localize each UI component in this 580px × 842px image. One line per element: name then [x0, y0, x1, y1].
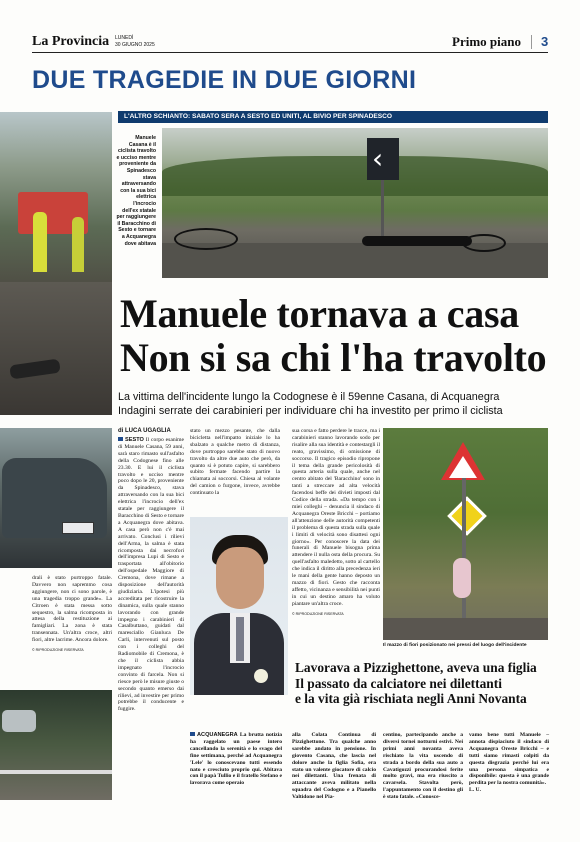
tree-line — [162, 156, 548, 196]
rescuer-figure — [72, 217, 84, 272]
article-continuation — [32, 575, 112, 654]
secondary-headline — [295, 660, 555, 707]
deck-line1: La vittima dell'incidente lungo la Codognese è il 59enne Casana, di Acquanegra — [118, 391, 500, 403]
sidebar-column-2 — [292, 732, 376, 801]
boutonniere-flower — [254, 669, 268, 683]
priority-sign — [447, 496, 487, 536]
section-divider — [531, 35, 532, 49]
article-dateline-marker — [118, 437, 123, 441]
masthead — [0, 0, 580, 60]
subbanner-text: L'ALTRO SCHIANTO: SABATO SERA A SESTO ED UNITI, AL BIVIO PER SPINADESCO — [124, 113, 393, 120]
section-name: Primo piano — [452, 34, 521, 49]
photo-caption-top: Manuele Casana è il ciclista travolto e ucciso mentre proveniente da Spinadesco stava attraversando con la sua bici elettrica l'incrocio dell'ex statale per raggiungere il Baracchino di Sesto e tornare a Acquanegra dove abitava — [116, 135, 156, 247]
article-column-1 — [118, 437, 184, 713]
victim-portrait — [190, 517, 288, 695]
sidebar-column-3 — [383, 732, 463, 801]
car-plate — [62, 522, 94, 534]
sidebar-col4-text: vamo bene tutti Manuele – annota dispiaciuto il sindaco di Acquanegra Oreste Bricchi – e tutti siamo rimasti colpiti da questa disgrazia perché lui era una persona simpatica e disponibile: questa è una grande perdita per la nostra comunità». — [469, 732, 549, 787]
tie — [236, 617, 244, 661]
sidebar-col1-text: La brutta notizia ha raggelato un paese intero cancellando la serenità e lo svago del fine settimana, perché ad Acquanegra 'Lele' lo conoscevano tutti essendo nato e cresciuto proprio qui. Abitava con il papà Tullio e il fratello Stefano e lavorava come operaio — [190, 732, 282, 787]
issue-day: LUNEDÌ — [115, 35, 134, 41]
deck-line2: Indagini serrate dei carabinieri per individuare chi ha investito per primo il ciclista — [118, 405, 503, 417]
secondary-headline-line3: e la vita già rischiata negli Anni Novanta — [295, 691, 527, 706]
secondary-headline-line2: Il passato da calciatore nei dilettanti — [295, 675, 502, 691]
rescue-scene-photo — [0, 112, 112, 415]
subbanner-bar — [118, 111, 548, 123]
accident-scene-photo — [162, 128, 548, 278]
flower-bouquet — [453, 558, 471, 598]
warning-sign-inner — [449, 456, 477, 478]
byline: di LUCA UGAGLIA — [118, 428, 171, 434]
face-shape — [216, 547, 264, 609]
roadside-photo — [0, 690, 112, 800]
article-column-2 — [190, 428, 280, 497]
sidebar-col3-text: centino, partecipando anche a diversi tornei notturni estivi. Nei primi anni novanta aveva rischiato la vita uscendo di strada a bordo della sua auto a Cavatigozzi procurandosi ferite molto gravi, ma era riuscito a cavarsela. Stavolta però, l'appuntamento con il destino gli è stato fatale. «Conosce- — [383, 732, 463, 801]
article-col3-text: sua corsa e fatto perdere le tracce, ma i carabinieri stanno lavorando sodo per risalire alla sua identità e contestargli il reato, gravissimo, di omissione di soccorso. Il tragico episodio ripropone il tema della grande pericolosità di questa arteria sulla quale, anche nel centro abitato del 'Baracchino' sono in tanti a streccare ad alta velocità facendosi beffe dei divieti imposti dal Codice della strada. «Da tempo con i miei colleghi – denuncia il sindaco di Acquanegra Oreste Bricchi – portiamo all'attenzione delle autorità competenti il problema di questa strada sulla quale i limiti di velocità sono disattesi ogni giorno». Per conoscere la data dei funerali di Manuele bisogna prima attendere il nulla osta della procura. Su quell'asfalto maledetto, sotto al cartello che indica il diritto alla precedenza ieri le mani della gente hanno deposto un mazzo di fiori. Gesto che racconta affetto, vicinanza e sensibilità nei punti in cui un destino amaro ha voluto piantare un'altra croce. — [292, 428, 380, 607]
sidebar-column-4 — [469, 732, 549, 794]
main-headline-line2: Non si sa chi l'ha travolto — [120, 335, 547, 380]
road-surface — [0, 282, 112, 415]
photo-caption-flowers: Il mazzo di fiori posizionato nei pressi del luogo dell'incidente — [383, 643, 527, 648]
bicycle-wreck — [462, 234, 506, 252]
article-column-3 — [292, 428, 380, 617]
article-col2-text: stato un mezzo pesante, che dalla bicicletta nell'impatto iniziale lo ha sbalzato a qualche metro di distanza, dove purtroppo sarebbe stato di nuovo travolto da altre due auto che però, da quanto si è potuto capire, si sarebbero subito fermate facendo partire la chiamata ai soccorsi. Chiesa al volante del camion o furgone, invece, avrebbe continuato la — [190, 428, 280, 497]
article-left-text: drali è stato purtroppo fatale. Davvero non sapremmo cosa aggiungere, non ci sono parole, è una tragedia troppo grande». La Citroen è stata messa sotto sequestro, la salma ricomposta in attesa della restituzione ai famigliari. La zona è stata transennata. Un'altra croce, altri fiori, altre lacrime. Ancora dolore. — [32, 575, 112, 644]
sidebar-dateline-marker — [190, 732, 195, 736]
bicycle-wreck — [362, 236, 472, 246]
page-banner: DUE TRAGEDIE IN DUE GIORNI — [32, 66, 417, 94]
sidebar-signature: L. U. — [469, 787, 481, 794]
sign-pole — [462, 478, 466, 628]
rescuer-figure — [33, 212, 47, 272]
flowers-memorial-photo — [383, 428, 548, 640]
sign-pole — [381, 180, 384, 236]
sidebar-dateline: ACQUANEGRA — [197, 732, 238, 738]
newspaper-logo: La Provincia — [32, 34, 110, 49]
issue-date: 30 GIUGNO 2025 — [115, 42, 155, 48]
crashed-car-photo — [0, 428, 112, 568]
rights-notice: © RIPRODUZIONE RISERVATA — [32, 648, 84, 653]
secondary-headline-line1: Lavorava a Pizzighettone, aveva una figlia — [295, 660, 537, 675]
car-shape — [2, 710, 36, 732]
sidebar-col2-text: alla Colata Continua di Pizzighettone. Tra qualche anno sarebbe andato in pensione. In giovento Casana, che lascia nel dolore anche la figlia Sofia, era stato un valente giocatore di calcio nei dilettanti. Una frenata di attaccante aveva militato nella squadra del Codogno e a Pianello Valtidone nel Pia- — [292, 732, 376, 801]
masthead-rule — [32, 52, 548, 53]
article-col1-text: Il corpo esanime di Manuele Casana, 59 anni, sarà staro rimasto sull'asfalto della Codognese fino alle 23.30. E lui il ciclista travolto e ucciso mentre poco dopo le 20, proveniente da Spinadesco, stava attraversando con la sua bici elettrica l'incrocio dell'ex statale per raggiungere il Baracchino di Sesto e tornare a Acquanegra dove abitava. A casa però non c'è mai arrivato. Conclusi i rilievi dell'Arma, la salma è stata ricomposta dai necrofori dell'impresa Lupi di Sesto e trasportata all'obitorio dell'ospedale Maggiore di Cremona, dove rimane a disposizione dell'autorità giudiziaria. L'ipotesi più accreditata per ricostruire la dinamica, sulla quale stanno lavorando con grande impegno i carabinieri di Casalbuttano, guidati dal maresciallo Gianluca De Carli, intervenuti sul posto con i colleghi del Radiomobile di Cremona, è che il ciclista abbia impegnato l'incrocio convinto di farcela. Non si riesce però le misure giuste o secondo quanto emerso dai rilievi, ad investire per primo potrebbe il conducente e fuggire. — [118, 437, 185, 713]
arrow-icon: ‹ — [372, 142, 384, 175]
rights-notice: © RIPRODUZIONE RISERVATA — [292, 611, 344, 616]
page-number: 3 — [541, 34, 549, 49]
sidebar-column-1 — [190, 732, 282, 787]
bicycle-wreck — [174, 228, 238, 250]
article-dateline: SESTO — [125, 437, 144, 443]
road-marking — [0, 770, 112, 774]
main-headline-line1: Manuele tornava a casa — [120, 291, 519, 336]
road-surface — [383, 618, 548, 640]
